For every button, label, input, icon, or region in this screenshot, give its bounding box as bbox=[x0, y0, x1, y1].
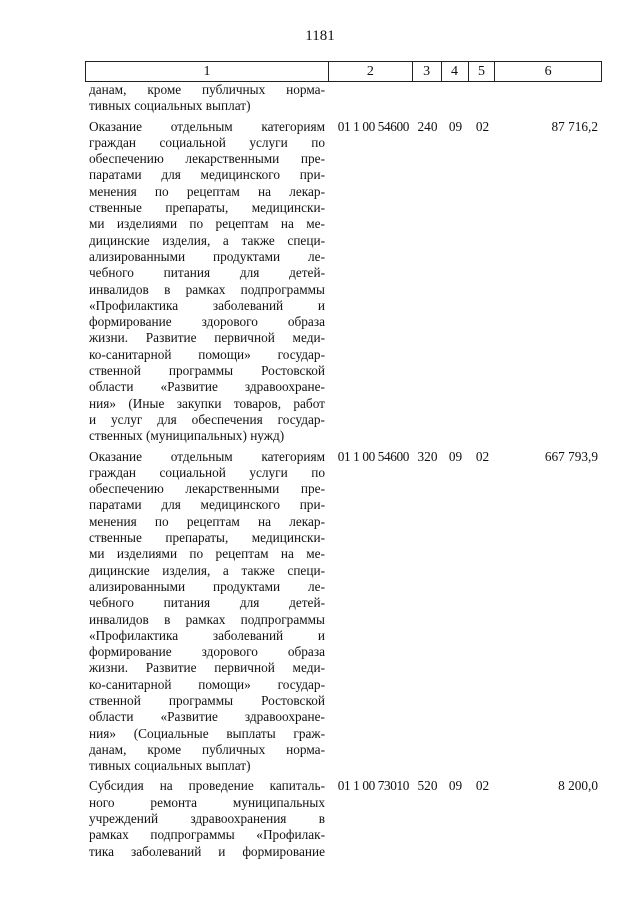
table-row bbox=[85, 119, 602, 445]
description-line: ализированными продуктами ле- bbox=[89, 578, 325, 594]
description-line: инвалидов в рамках подпрограммы bbox=[89, 611, 325, 627]
row-code: 01 1 00 54600 bbox=[337, 118, 409, 134]
description-line: «Профилактика заболеваний и bbox=[89, 627, 325, 643]
description-line: ственных (муниципальных) нужд) bbox=[89, 428, 285, 444]
description-line: дицинские изделия, а также специ- bbox=[89, 232, 325, 248]
description-line: жизни. Развитие первичной меди- bbox=[89, 330, 325, 346]
description-line: ния» (Социальные выплаты граж- bbox=[89, 725, 325, 741]
description-line: ного ремонта муниципальных bbox=[89, 794, 325, 810]
row-code: 01 1 00 73010 bbox=[337, 778, 409, 794]
description-line: ственные препараты, медицински- bbox=[89, 530, 325, 546]
header-col-6: 6 bbox=[544, 64, 552, 79]
table-row bbox=[85, 778, 602, 859]
description-line: ния» (Иные закупки товаров, работ bbox=[89, 395, 325, 411]
description-line: граждан социальной услуги по bbox=[89, 134, 325, 150]
row-description bbox=[85, 119, 325, 445]
row-vr: 320 bbox=[417, 448, 438, 464]
row-vr: 240 bbox=[417, 118, 438, 134]
description-line: ственной программы Ростовской bbox=[89, 692, 325, 708]
header-col-4: 4 bbox=[442, 62, 469, 81]
description-line: инвалидов в рамках подпрограммы bbox=[89, 281, 325, 297]
row-description bbox=[85, 449, 325, 775]
description-line: ми изделиями по рецептам на ме- bbox=[89, 546, 325, 562]
description-line: чебного питания для детей- bbox=[89, 595, 325, 611]
description-line: данам, кроме публичных норма- bbox=[89, 741, 325, 757]
table-row-continuation bbox=[85, 82, 602, 115]
description-line: области «Развитие здравоохране- bbox=[89, 379, 325, 395]
row-rz: 09 bbox=[448, 448, 463, 464]
header-col-1: 1 bbox=[86, 62, 329, 81]
row-vr: 520 bbox=[417, 778, 438, 794]
description-line: рамках подпрограммы «Профилак- bbox=[89, 827, 325, 843]
description-line: чебного питания для детей- bbox=[89, 265, 325, 281]
description-line: менения по рецептам на лекар- bbox=[89, 513, 325, 529]
page-number: 1181 bbox=[305, 28, 335, 44]
row-rz: 09 bbox=[448, 778, 463, 794]
description-line: формирование здорового образа bbox=[89, 644, 325, 660]
description-line: тивных социальных выплат) bbox=[89, 98, 251, 114]
description-line: ственной программы Ростовской bbox=[89, 363, 325, 379]
description-line: «Профилактика заболеваний и bbox=[89, 297, 325, 313]
description-line: учреждений здравоохранения в bbox=[89, 811, 325, 827]
description-line: тика заболеваний и формирование bbox=[89, 843, 325, 859]
description-line: ко-санитарной помощи» государ- bbox=[89, 676, 325, 692]
description-line: данам, кроме публичных норма- bbox=[89, 82, 325, 97]
description-line: Оказание отдельным категориям bbox=[89, 118, 325, 134]
table-row bbox=[85, 449, 602, 775]
row-rz: 09 bbox=[448, 118, 463, 134]
row-code: 01 1 00 54600 bbox=[337, 448, 409, 464]
header-col-3: 3 bbox=[413, 62, 442, 81]
description-line: обеспечению лекарственными пре- bbox=[89, 481, 325, 497]
description-line: Субсидия на проведение капиталь- bbox=[89, 778, 325, 794]
description-line: паратами для медицинского при- bbox=[89, 497, 325, 513]
description-line: ственные препараты, медицински- bbox=[89, 200, 325, 216]
table-body bbox=[85, 82, 602, 864]
description-line: ко-санитарной помощи» государ- bbox=[89, 346, 325, 362]
description-line: тивных социальных выплат) bbox=[89, 758, 251, 774]
description-line: и услуг для обеспечения государ- bbox=[89, 411, 325, 427]
row-description bbox=[85, 82, 325, 115]
description-line: ми изделиями по рецептам на ме- bbox=[89, 216, 325, 232]
row-sum: 667 793,9 bbox=[544, 448, 598, 464]
description-line: паратами для медицинского при- bbox=[89, 167, 325, 183]
description-line: менения по рецептам на лекар- bbox=[89, 183, 325, 199]
description-line: области «Развитие здравоохране- bbox=[89, 709, 325, 725]
row-sum: 8 200,0 bbox=[558, 778, 598, 794]
row-pr: 02 bbox=[475, 448, 490, 464]
row-pr: 02 bbox=[475, 118, 490, 134]
description-line: формирование здорового образа bbox=[89, 314, 325, 330]
description-line: ализированными продуктами ле- bbox=[89, 248, 325, 264]
description-line: граждан социальной услуги по bbox=[89, 464, 325, 480]
row-pr: 02 bbox=[475, 778, 490, 794]
description-line: дицинские изделия, а также специ- bbox=[89, 562, 325, 578]
description-line: обеспечению лекарственными пре- bbox=[89, 151, 325, 167]
description-line: жизни. Развитие первичной меди- bbox=[89, 660, 325, 676]
row-sum: 87 716,2 bbox=[551, 118, 598, 134]
row-description bbox=[85, 778, 325, 859]
header-col-2: 2 bbox=[329, 62, 413, 81]
header-col-5: 5 bbox=[469, 62, 496, 81]
table-header bbox=[85, 61, 602, 82]
description-line: Оказание отдельным категориям bbox=[89, 448, 325, 464]
